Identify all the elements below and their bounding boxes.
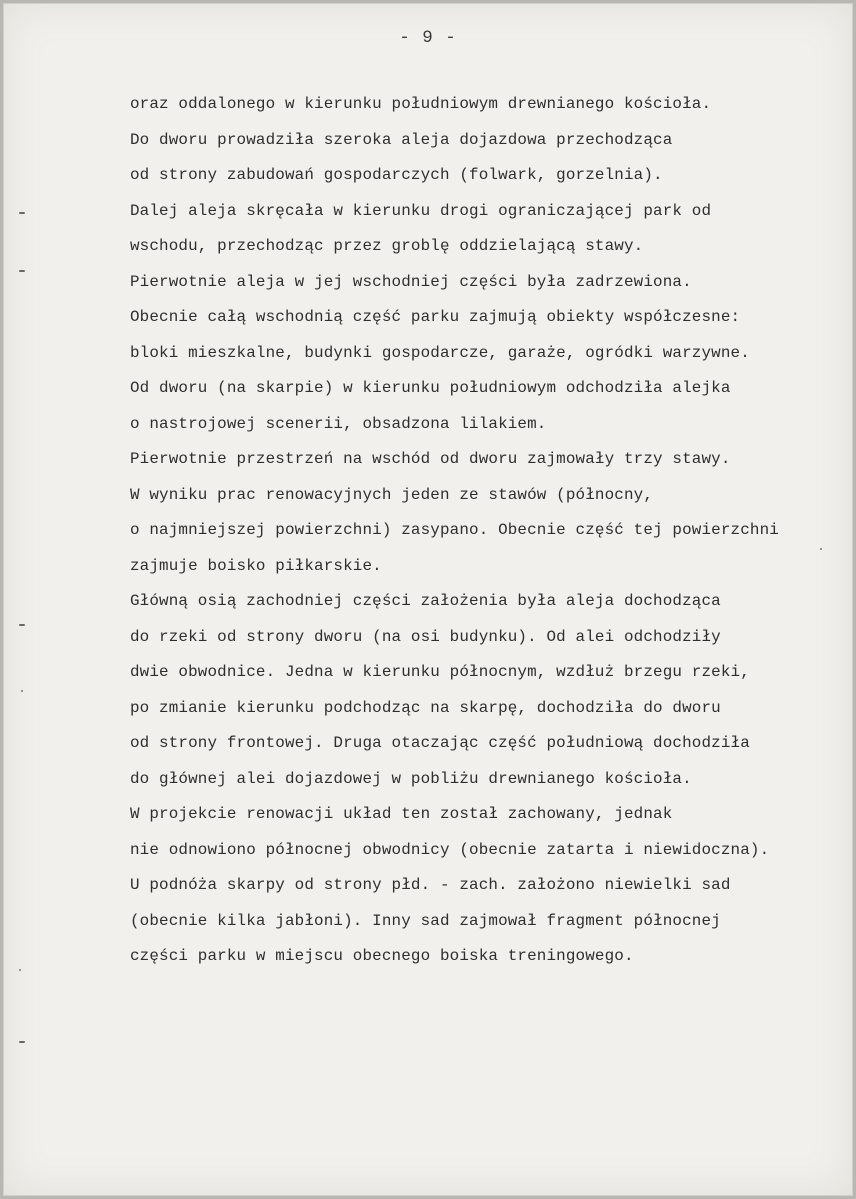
text-line: U podnóża skarpy od strony płd. - zach. założono niewielki sad xyxy=(130,876,731,894)
scan-speck xyxy=(21,690,23,692)
text-line: Do dworu prowadziła szeroka aleja dojazdowa przechodząca xyxy=(130,130,673,149)
text-line: Główną osią zachodniej części założenia była aleja dochodząca xyxy=(130,592,721,610)
scan-speck xyxy=(19,969,21,971)
text-line: o najmniejszej powierzchni) zasypano. Obecnie część tej powierzchni xyxy=(130,521,779,539)
text-line: Pierwotnie przestrzeń na wschód od dworu zajmowały trzy stawy. xyxy=(130,450,731,468)
document-page xyxy=(3,3,853,1196)
text-line: Od dworu (na skarpie) w kierunku południowym odchodziła alejka xyxy=(130,379,731,397)
text-line: wschodu, przechodząc przez groblę oddzielającą stawy. xyxy=(130,237,644,255)
margin-mark xyxy=(19,1041,25,1043)
text-line: nie odnowiono północnej obwodnicy (obecnie zatarta i niewidoczna). xyxy=(130,840,770,859)
text-line: W projekcie renowacji układ ten został zachowany, jednak xyxy=(130,805,673,823)
scan-speck xyxy=(820,548,822,550)
body-text xyxy=(130,87,830,975)
text-line: po zmianie kierunku podchodząc na skarpę, dochodziła do dworu xyxy=(130,698,721,717)
text-line: do rzeki od strony dworu (na osi budynku). Od alei odchodziły xyxy=(130,627,721,646)
text-line: W wyniku prac renowacyjnych jeden ze stawów (północny, xyxy=(130,485,654,504)
text-line: Pierwotnie aleja w jej wschodniej części była zadrzewiona. xyxy=(130,272,692,291)
text-line: części parku w miejscu obecnego boiska treningowego. xyxy=(130,947,634,965)
text-line: dwie obwodnice. Jedna w kierunku północnym, wzdłuż brzegu rzeki, xyxy=(130,663,750,681)
text-line: (obecnie kilka jabłoni). Inny sad zajmował fragment północnej xyxy=(130,911,721,930)
margin-mark xyxy=(19,212,25,214)
text-line: Dalej aleja skręcała w kierunku drogi ograniczającej park od xyxy=(130,201,712,220)
page-number: - 9 - xyxy=(399,28,457,48)
text-line: Obecnie całą wschodnią część parku zajmują obiekty współczesne: xyxy=(130,308,741,326)
margin-mark xyxy=(19,624,25,626)
text-line: od strony zabudowań gospodarczych (folwark, gorzelnia). xyxy=(130,166,663,184)
margin-mark xyxy=(19,270,25,272)
text-line: do głównej alei dojazdowej w pobliżu drewnianego kościoła. xyxy=(130,769,692,788)
text-line: od strony frontowej. Druga otaczając część południową dochodziła xyxy=(130,734,750,752)
text-line: bloki mieszkalne, budynki gospodarcze, garaże, ogródki warzywne. xyxy=(130,343,750,362)
text-line: o nastrojowej scenerii, obsadzona lilakiem. xyxy=(130,414,547,433)
text-line: oraz oddalonego w kierunku południowym drewnianego kościoła. xyxy=(130,95,712,113)
text-line: zajmuje boisko piłkarskie. xyxy=(130,556,382,575)
